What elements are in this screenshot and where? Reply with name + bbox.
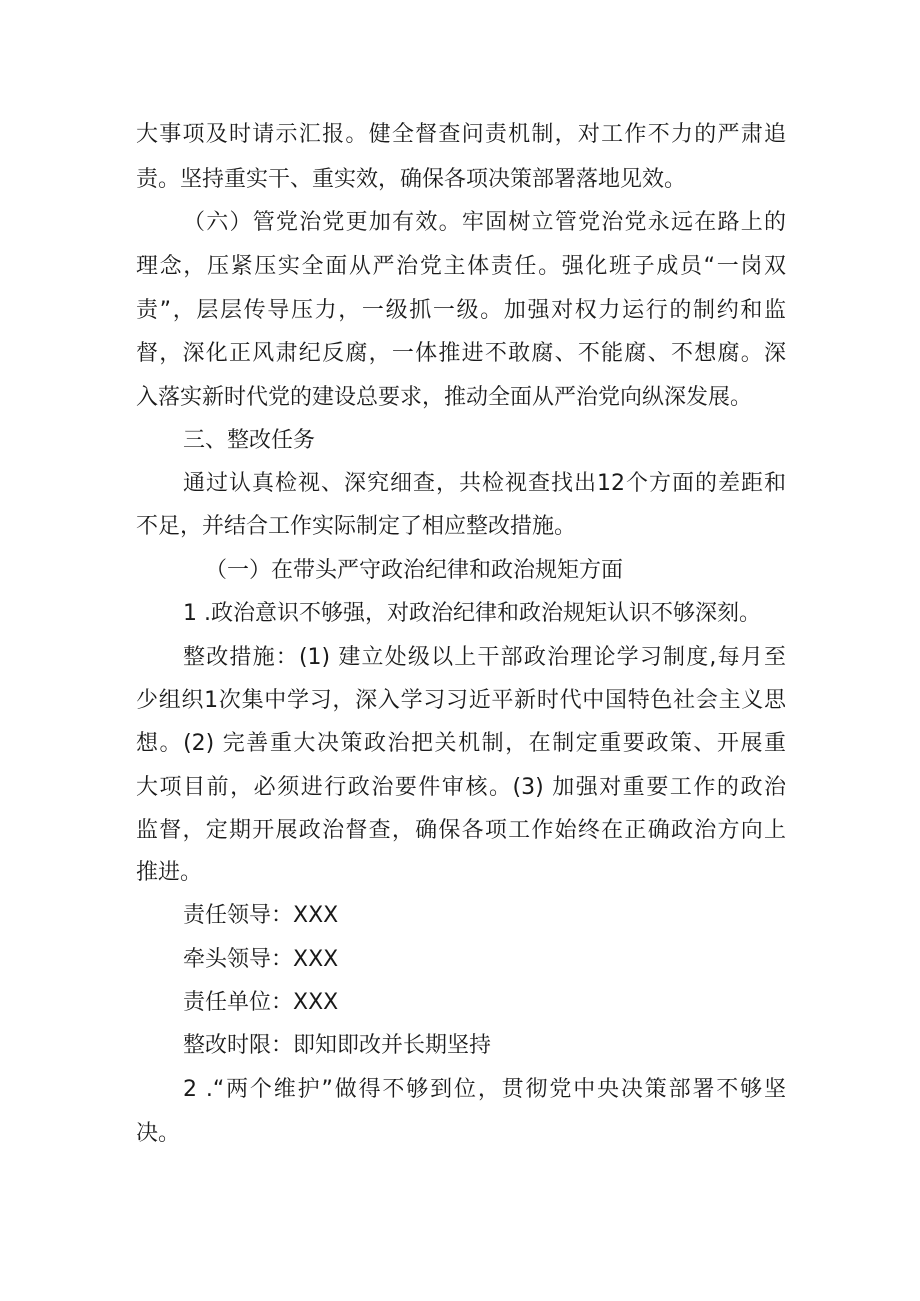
paragraph-line: 大项目前，必须进行政治要件审核。(3) 加强对重要工作的政治 xyxy=(136,775,786,800)
list-item: 1 .政治意识不够强，对政治纪律和政治规矩认识不够深刻。 xyxy=(183,601,761,626)
paragraph-line: 决。 xyxy=(136,1121,181,1146)
rectification-deadline: 整改时限：即知即改并长期坚持 xyxy=(183,1033,492,1058)
paragraph-line: 责。坚持重实干、重实效，确保各项决策部署落地见效。 xyxy=(136,167,687,192)
list-item: 2 .“两个维护”做得不够到位，贯彻党中央决策部署不够坚 xyxy=(183,1077,786,1102)
section-heading: 三、整改任务 xyxy=(183,428,316,453)
paragraph-line: 不足，并结合工作实际制定了相应整改措施。 xyxy=(136,514,577,539)
responsible-unit: 责任单位：XXX xyxy=(183,990,339,1015)
paragraph-line: 督，深化正风肃纪反腐，一体推进不敢腐、不能腐、不想腐。深 xyxy=(136,341,786,366)
responsible-leader: 责任领导：XXX xyxy=(183,903,339,928)
paragraph-line: 大事项及时请示汇报。健全督查问责机制，对工作不力的严肃追 xyxy=(136,122,786,147)
paragraph-line: 推进。 xyxy=(136,860,203,885)
paragraph-line: 理念，压紧压实全面从严治党主体责任。强化班子成员“一岗双 xyxy=(136,254,786,279)
lead-leader: 牵头领导：XXX xyxy=(183,947,339,972)
paragraph-line: 想。(2) 完善重大决策政治把关机制，在制定重要政策、开展重 xyxy=(136,731,786,756)
paragraph-line: 少组织1次集中学习，深入学习习近平新时代中国特色社会主义思 xyxy=(136,688,786,713)
paragraph-line: 整改措施：(1) 建立处级以上干部政治理论学习制度,每月至 xyxy=(183,645,786,670)
paragraph-line: 通过认真检视、深究细查，共检视查找出12个方面的差距和 xyxy=(183,471,786,496)
paragraph-line: 责”，层层传导压力，一级抓一级。加强对权力运行的制约和监 xyxy=(136,298,786,323)
paragraph-line: 监督，定期开展政治督查，确保各项工作始终在正确政治方向上 xyxy=(136,818,786,843)
subsection-heading: （一）在带头严守政治纪律和政治规矩方面 xyxy=(205,558,624,583)
paragraph-line: （六）管党治党更加有效。牢固树立管党治党永远在路上的 xyxy=(183,210,786,235)
paragraph-line: 入落实新时代党的建设总要求，推动全面从严治党向纵深发展。 xyxy=(136,385,753,410)
